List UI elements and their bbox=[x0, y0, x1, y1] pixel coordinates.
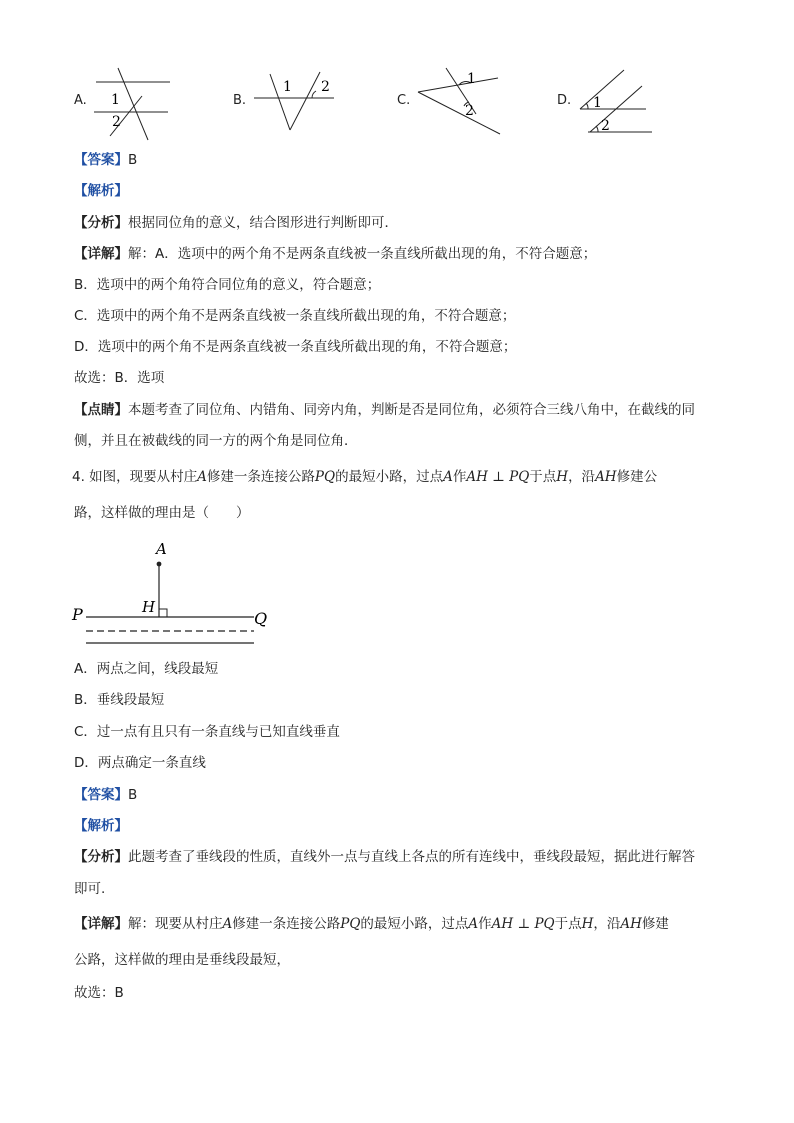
q4-option-b: B．垂线段最短 bbox=[74, 692, 165, 708]
q3-fenxi-text: 根据同位角的意义，结合图形进行判断即可． bbox=[128, 215, 398, 231]
option-c-angle-2: 2 bbox=[465, 103, 474, 119]
option-c-angle-1: 1 bbox=[467, 71, 476, 87]
q3-fenxi-line bbox=[74, 213, 398, 233]
q3-dianjing-2: 侧，并且在被截线的同一方的两个角是同位角． bbox=[74, 433, 358, 449]
q4-stem-line-1: 4. 如图，现要从村庄A修建一条连接公路PQ的最短小路，过点A作AH ⊥ PQ于点H，沿AH修建公 bbox=[72, 469, 658, 485]
q4-analysis-tag: 【解析】 bbox=[74, 818, 128, 834]
q4-fenxi-2: 即可. bbox=[74, 881, 106, 897]
q3-line-c: C．选项中的两个角不是两条直线被一条直线所截出现的角，不符合题意； bbox=[74, 308, 516, 324]
option-d-label: D. bbox=[557, 93, 572, 108]
q3-answer-tag: 【答案】 bbox=[74, 152, 128, 168]
q4-fenxi-line-1 bbox=[74, 847, 695, 867]
q4-answer-value: B bbox=[128, 787, 138, 803]
q4-fenxi-tag: 【分析】 bbox=[74, 849, 128, 865]
option-d-figure bbox=[576, 66, 666, 136]
q4-stem-line-2: 路，这样做的理由是（ ） bbox=[74, 505, 250, 521]
q3-choose: 故选：B．选项 bbox=[74, 370, 165, 386]
q3-dianjing-1: 本题考查了同位角、内错角、同旁内角，判断是否是同位角，必须符合三线八角中，在截线的同 bbox=[128, 402, 695, 418]
q3-analysis-tag: 【解析】 bbox=[74, 183, 128, 199]
q4-choose: 故选：B bbox=[74, 985, 124, 1001]
q4-fenxi-1: 此题考查了垂线段的性质，直线外一点与直线上各点的所有连线中，垂线段最短，据此进行解答 bbox=[128, 849, 695, 865]
option-a-figure bbox=[88, 66, 178, 146]
q4-option-a: A．两点之间，线段最短 bbox=[74, 661, 219, 677]
q4-figure-label-q: Q bbox=[254, 609, 268, 628]
q4-xiangjie-line-1: 【详解】解：现要从村庄A修建一条连接公路PQ的最短小路，过点A作AH ⊥ PQ于点H，沿AH修建 bbox=[74, 916, 669, 932]
option-a-angle-2: 2 bbox=[112, 114, 121, 130]
q3-answer-line bbox=[74, 150, 137, 170]
q3-line-d: D．选项中的两个角不是两条直线被一条直线所截出现的角，不符合题意； bbox=[74, 339, 517, 355]
q3-dianjing-line-1 bbox=[74, 400, 695, 420]
q3-dianjing-tag: 【点睛】 bbox=[74, 402, 128, 418]
q3-answer-value: B bbox=[128, 152, 138, 168]
q4-xiangjie-2: 公路，这样做的理由是垂线段最短， bbox=[74, 952, 290, 968]
option-a-label: A. bbox=[74, 93, 87, 108]
option-b-angle-1: 1 bbox=[283, 79, 292, 95]
option-c-label: C. bbox=[397, 93, 411, 108]
option-d-angle-2: 2 bbox=[601, 118, 610, 134]
q3-fenxi-tag: 【分析】 bbox=[74, 215, 128, 231]
q4-option-d: D．两点确定一条直线 bbox=[74, 755, 206, 771]
q3-xiangjie-tag: 【详解】 bbox=[74, 246, 128, 262]
option-b-figure bbox=[250, 68, 340, 136]
q4-figure-label-p: P bbox=[72, 605, 83, 624]
q4-figure-label-h: H bbox=[142, 598, 156, 616]
q4-answer-tag: 【答案】 bbox=[74, 787, 128, 803]
q4-xiangjie-tag: 【详解】 bbox=[74, 916, 128, 932]
q4-figure-label-a: A bbox=[156, 540, 167, 558]
q3-analysis-line bbox=[74, 181, 128, 201]
option-d-angle-1: 1 bbox=[593, 95, 602, 111]
q3-xiangjie-line bbox=[74, 244, 596, 264]
option-a-angle-1: 1 bbox=[111, 92, 120, 108]
q4-answer-line bbox=[74, 785, 137, 805]
q4-figure bbox=[68, 538, 278, 648]
q4-option-c: C．过一点有且只有一条直线与已知直线垂直 bbox=[74, 724, 340, 740]
option-b-angle-2: 2 bbox=[321, 79, 330, 95]
option-c-figure bbox=[416, 66, 506, 140]
q3-line-b: B．选项中的两个角符合同位角的意义，符合题意； bbox=[74, 277, 381, 293]
option-b-label: B. bbox=[233, 93, 247, 108]
q4-analysis-line bbox=[74, 816, 128, 836]
q3-xiangjie-a: 解：A．选项中的两个角不是两条直线被一条直线所截出现的角，不符合题意； bbox=[128, 246, 597, 262]
